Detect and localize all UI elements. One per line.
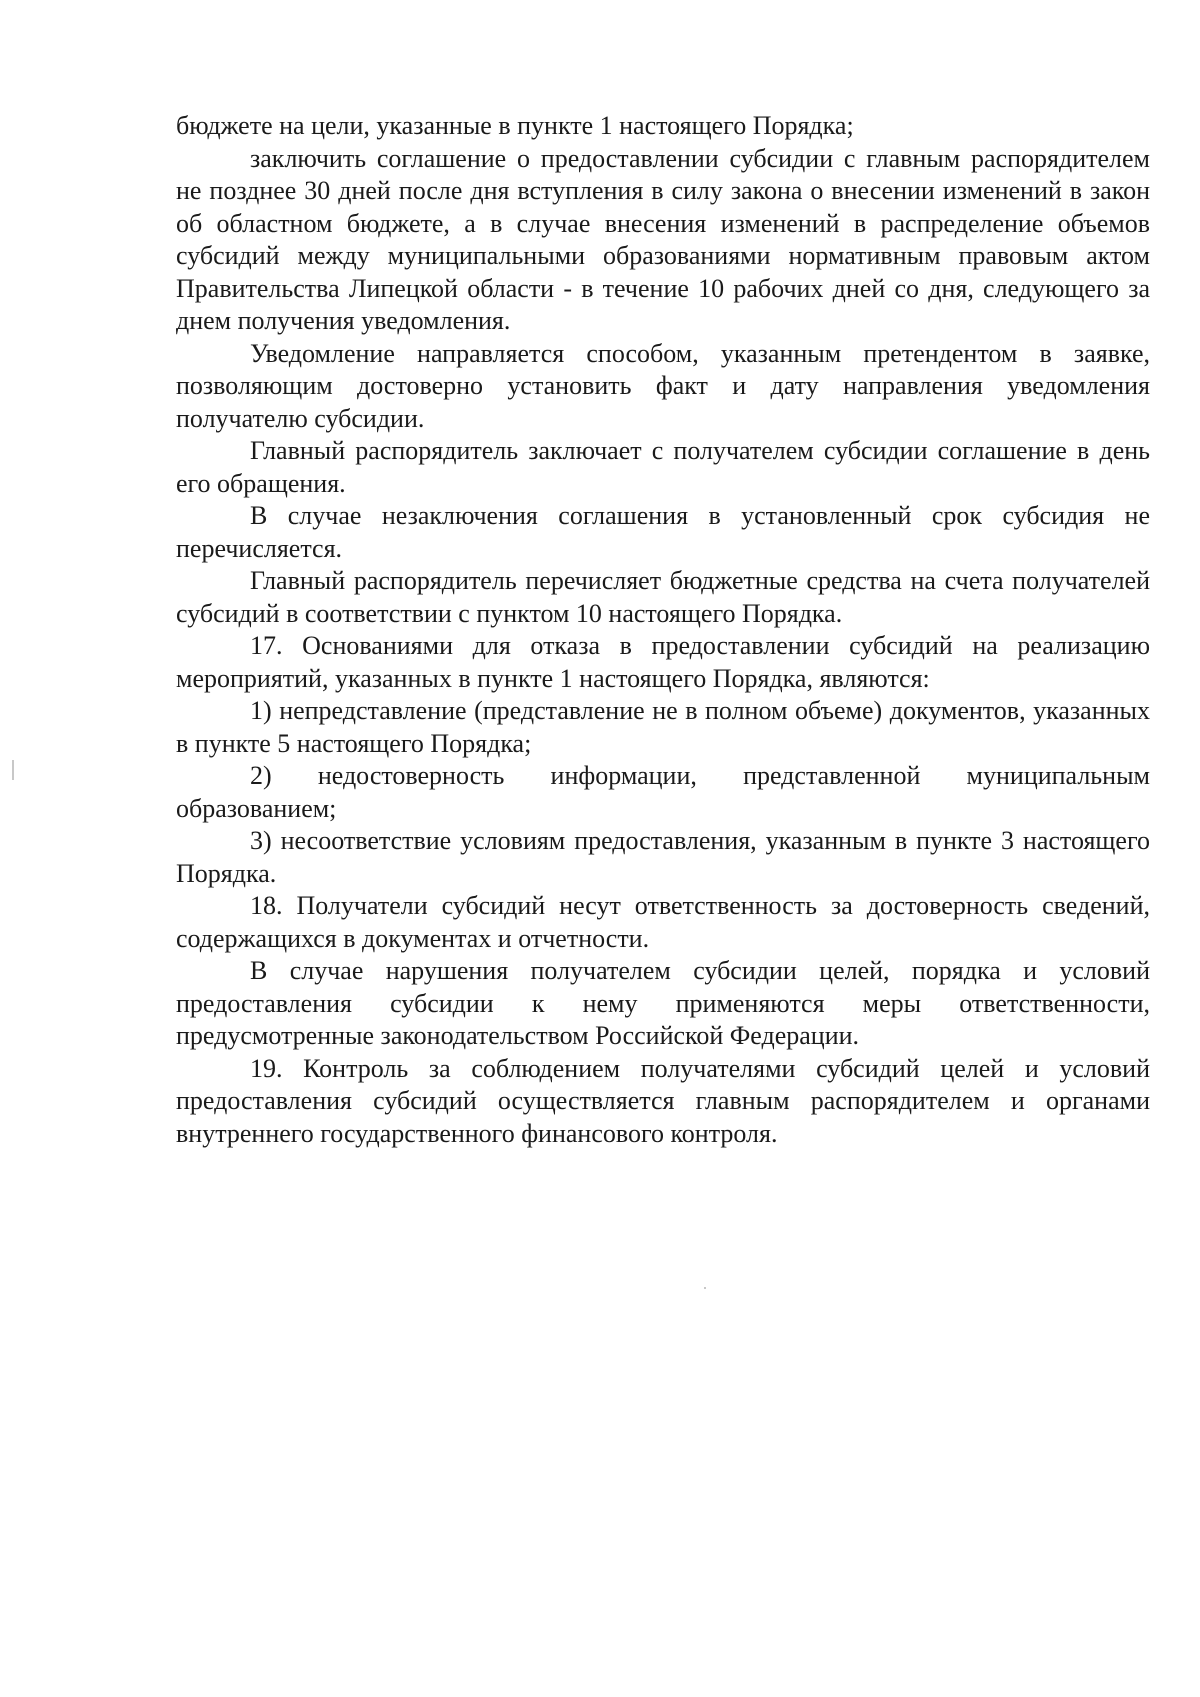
paragraph-clause-17-item-2: 2) недостоверность информации, представленной муниципальным образованием; [176, 761, 1150, 823]
scan-artifact [12, 760, 14, 780]
document-body [176, 110, 1150, 1150]
paragraph-clause-18: 18. Получатели субсидий несут ответственность за достоверность сведений, содержащихся в документах и отчетности. [176, 891, 1150, 953]
scan-artifact [704, 1287, 706, 1289]
paragraph-clause-17-item-3: 3) несоответствие условиям предоставления, указанным в пункте 3 настоящего Порядка. [176, 826, 1150, 888]
paragraph-agreement-day: Главный распорядитель заключает с получателем субсидии соглашение в день его обращения. [176, 436, 1150, 498]
paragraph-transfer-funds: Главный распорядитель перечисляет бюджетные средства на счета получателей субсидий в соответствии с пунктом 10 настоящего Порядка. [176, 566, 1150, 628]
paragraph-clause-17: 17. Основаниями для отказа в предоставлении субсидий на реализацию мероприятий, указанных в пункте 1 настоящего Порядка, являются: [176, 631, 1150, 693]
paragraph-continuation: бюджете на цели, указанные в пункте 1 настоящего Порядка; [176, 111, 854, 140]
paragraph-agreement-deadline: заключить соглашение о предоставлении субсидии с главным распорядителем не позднее 30 дней после дня вступления в силу закона о внесении изменений в закон об областном бюджете, а в случае внесения изменений в распределение объемов субсидий между муниципальными образованиями нормативным правовым актом Правительства Липецкой области - в течение 10 рабочих дней со дня, следующего за днем получения уведомления. [176, 143, 1150, 335]
paragraph-notification-method: Уведомление направляется способом, указанным претендентом в заявке, позволяющим достоверно установить факт и дату направления уведомления получателю субсидии. [176, 338, 1150, 433]
paragraph-clause-17-item-1: 1) непредставление (представление не в полном объеме) документов, указанных в пункте 5 настоящего Порядка; [176, 696, 1150, 758]
paragraph-clause-19: 19. Контроль за соблюдением получателями субсидий целей и условий предоставления субсидий осуществляется главным распорядителем и органами внутреннего государственного финансового контроля. [176, 1053, 1150, 1148]
paragraph-no-agreement: В случае незаключения соглашения в установленный срок субсидия не перечисляется. [176, 501, 1150, 563]
paragraph-violation-measures: В случае нарушения получателем субсидии целей, порядка и условий предоставления субсидии к нему применяются меры ответственности, предусмотренные законодательством Российской Федерации. [176, 956, 1150, 1050]
